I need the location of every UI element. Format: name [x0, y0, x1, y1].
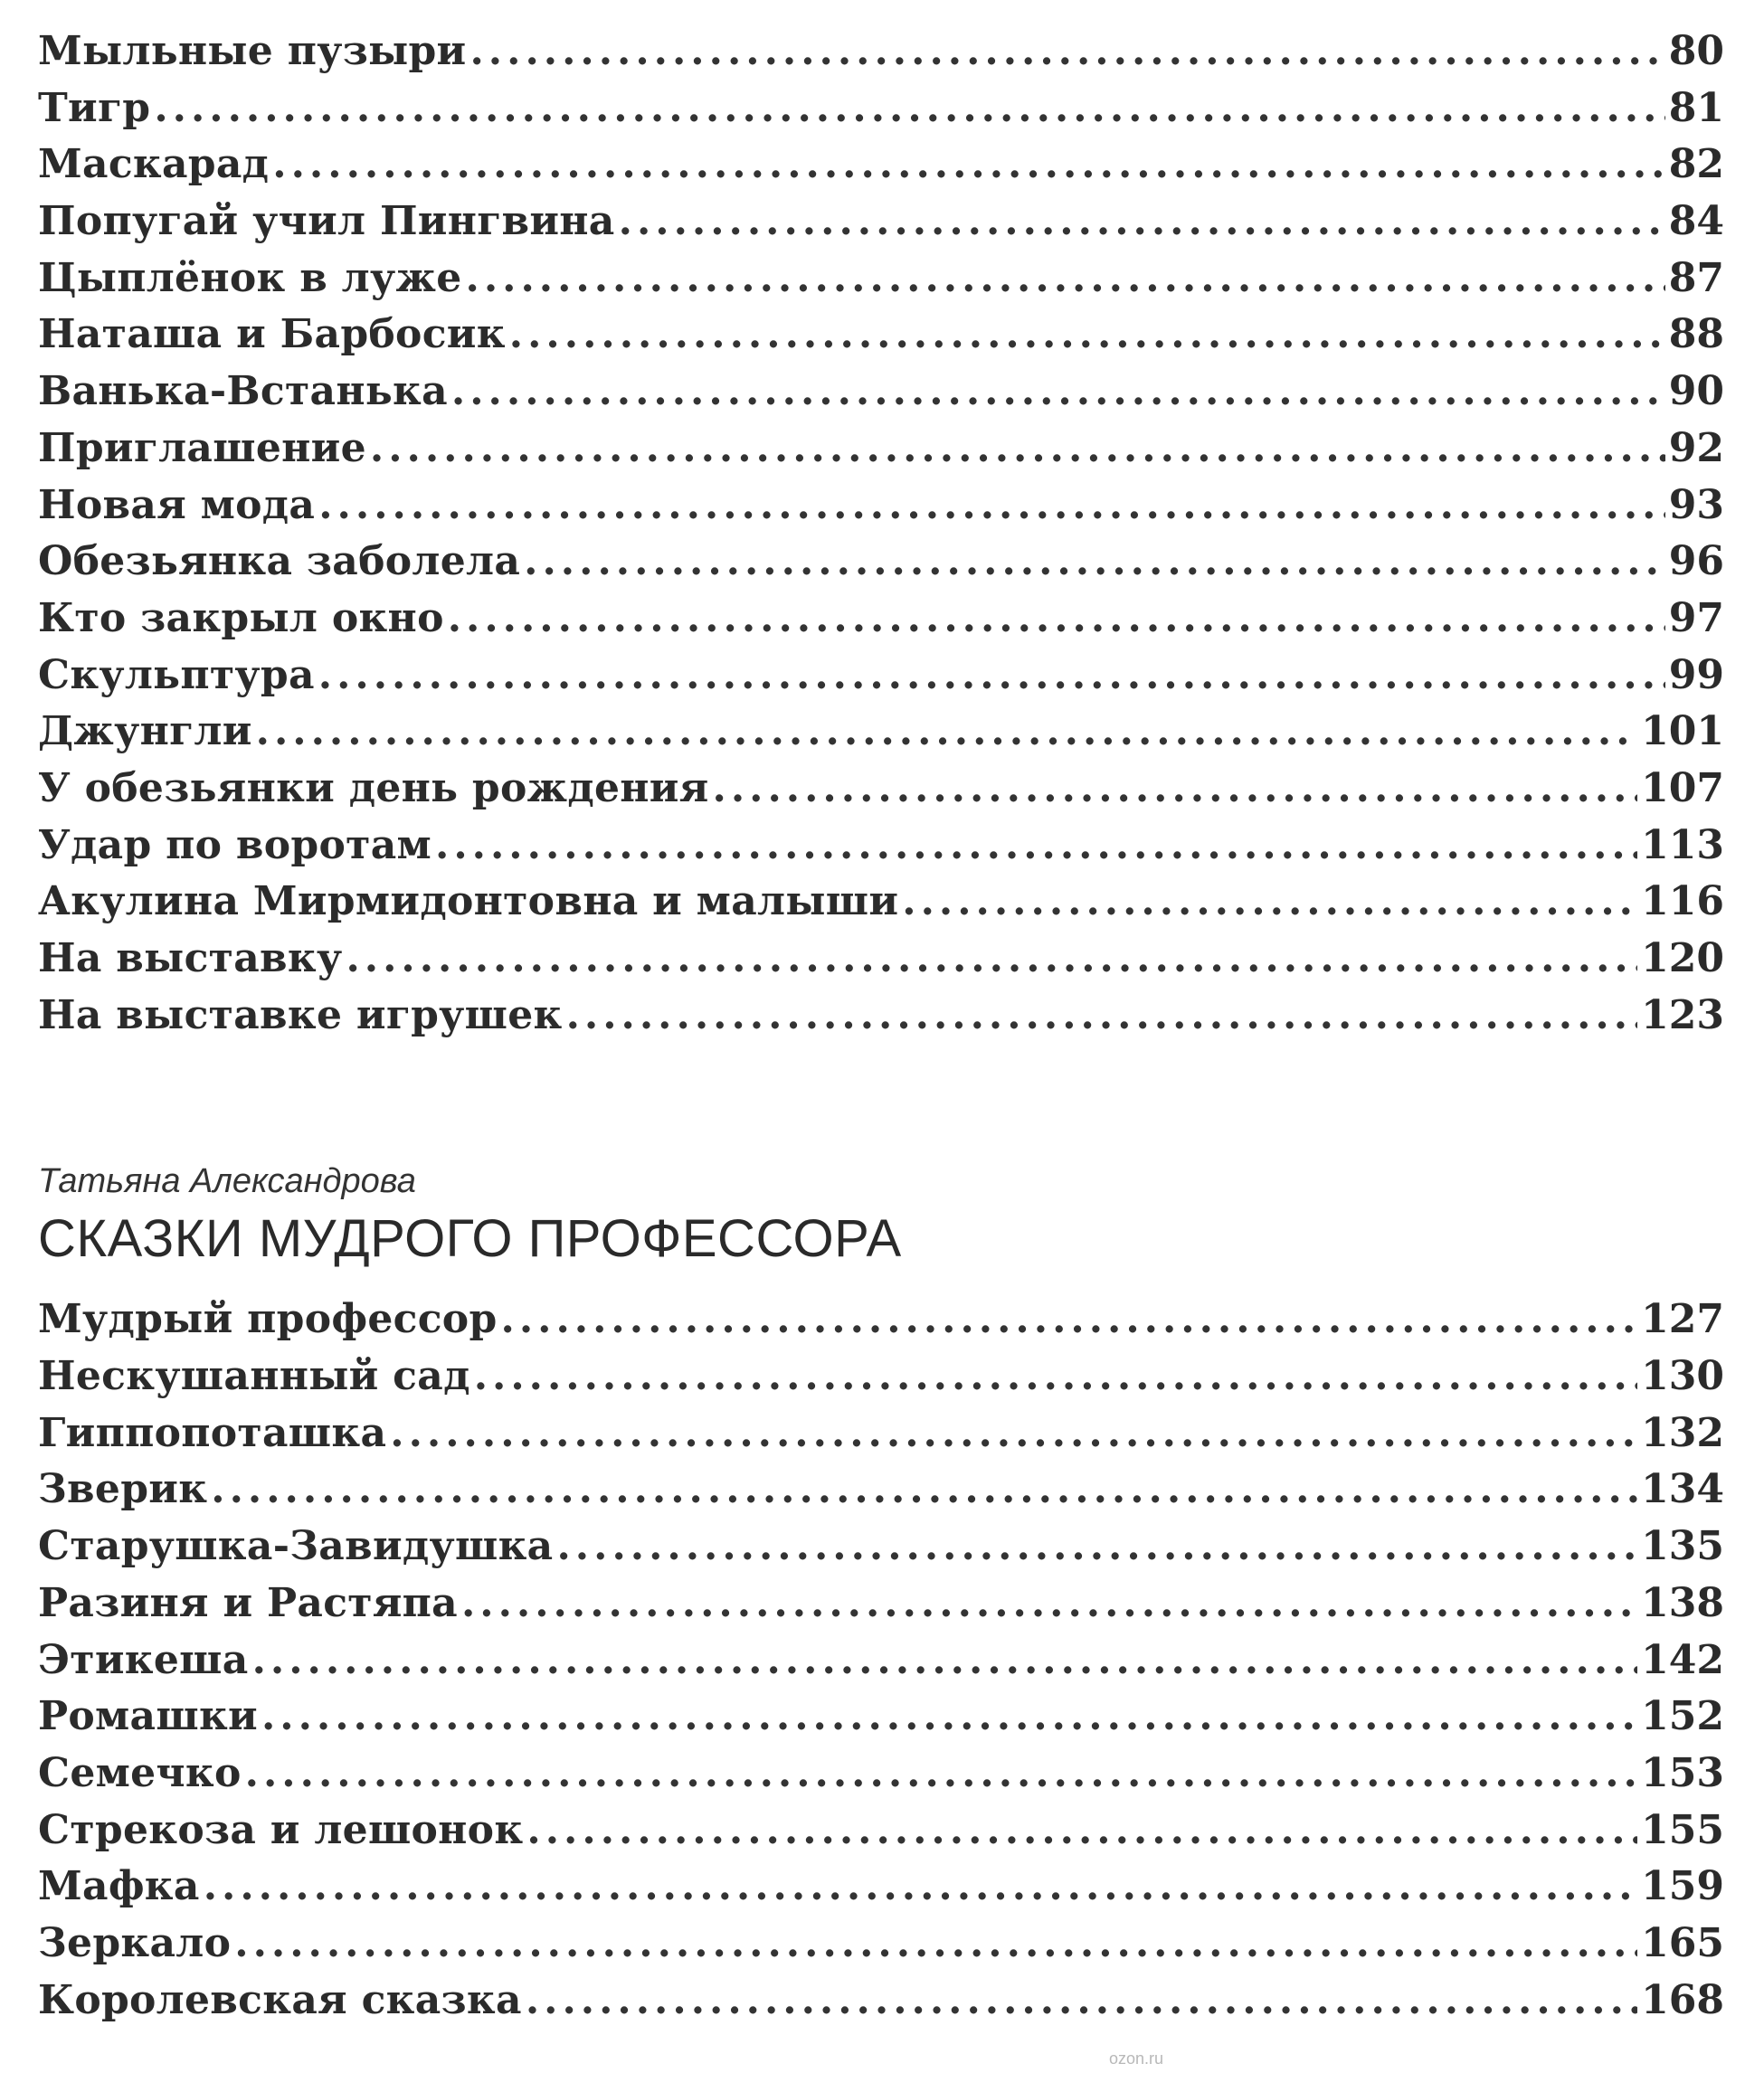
dot-leader [469, 24, 1664, 80]
toc-entry [38, 1633, 1724, 1690]
dot-leader [461, 1576, 1637, 1632]
toc-entry-title: Нескушанный сад [38, 1353, 470, 1400]
toc-entry-page-number: 132 [1641, 1409, 1724, 1456]
dot-leader [252, 1633, 1638, 1689]
toc-entry-page-number: 130 [1641, 1353, 1724, 1400]
toc-entry [38, 1462, 1724, 1519]
toc-entry [38, 1916, 1724, 1973]
toc-entry-title: Ромашки [38, 1693, 258, 1740]
toc-entry [38, 1803, 1724, 1860]
dot-leader [474, 1349, 1637, 1405]
toc-entry-page-number: 101 [1641, 708, 1724, 755]
dot-leader [526, 1973, 1637, 2029]
dot-leader [501, 1292, 1638, 1348]
dot-leader [466, 251, 1665, 307]
toc-entry-page-number: 120 [1641, 935, 1724, 981]
toc-entry-page-number: 93 [1668, 481, 1724, 528]
toc-entry [38, 1746, 1724, 1803]
toc-entry-title: Джунгли [38, 708, 252, 755]
toc-entry-page-number: 107 [1641, 764, 1724, 811]
toc-entry-page-number: 159 [1641, 1863, 1724, 1910]
toc-entry [38, 137, 1724, 194]
toc-entry-title: Разиня и Растяпа [38, 1579, 458, 1626]
dot-leader [902, 874, 1637, 930]
dot-leader [448, 591, 1665, 647]
toc-entry-title: Приглашение [38, 424, 366, 471]
toc-entry [38, 1689, 1724, 1746]
toc-entry [38, 1349, 1724, 1406]
toc-entry-title: Акулина Мирмидонтовна и малыши [38, 878, 899, 925]
toc-entry [38, 1859, 1724, 1916]
toc-entry-title: Обезьянка заболела [38, 538, 521, 585]
toc-entry-page-number: 135 [1641, 1523, 1724, 1570]
dot-leader [451, 364, 1665, 420]
toc-entry [38, 478, 1724, 535]
toc-entry-page-number: 92 [1668, 424, 1724, 471]
toc-entry-title: Тигр [38, 84, 151, 131]
dot-leader [256, 704, 1637, 760]
table-of-contents-page [38, 24, 1724, 2029]
section-title: СКАЗКИ МУДРОГО ПРОФЕССОРА [38, 1209, 902, 1269]
toc-entry-title: Кто закрыл окно [38, 594, 444, 641]
toc-entry-title: Семечко [38, 1749, 242, 1796]
toc-entry [38, 818, 1724, 875]
toc-entry-title: Мыльные пузыри [38, 28, 467, 74]
dot-leader [261, 1689, 1637, 1745]
toc-entry [38, 1406, 1724, 1462]
dot-leader [619, 194, 1665, 250]
toc-entry-title: Новая мода [38, 481, 316, 528]
dot-leader [526, 1803, 1637, 1859]
toc-entry-page-number: 155 [1641, 1806, 1724, 1853]
toc-entry [38, 251, 1724, 308]
toc-entry [38, 1576, 1724, 1633]
toc-entry [38, 307, 1724, 364]
dot-leader [370, 421, 1665, 477]
toc-entry [38, 421, 1724, 478]
toc-entry-page-number: 168 [1641, 1976, 1724, 2023]
dot-leader [390, 1406, 1637, 1462]
toc-entry [38, 534, 1724, 591]
dot-leader [509, 307, 1665, 363]
toc-entry [38, 1292, 1724, 1349]
toc-entry-page-number: 80 [1668, 28, 1724, 74]
watermark: ozon.ru [1109, 2049, 1164, 2068]
toc-entry-page-number: 99 [1668, 651, 1724, 698]
toc-entry-page-number: 142 [1641, 1636, 1724, 1683]
dot-leader [566, 988, 1638, 1044]
toc-entry-title: Маскарад [38, 141, 270, 188]
dot-leader [318, 648, 1665, 704]
toc-entry-title: Удар по воротам [38, 821, 432, 868]
toc-entry-title: Стрекоза и лешонок [38, 1806, 524, 1853]
dot-leader [556, 1519, 1637, 1575]
toc-entry-page-number: 97 [1668, 594, 1724, 641]
toc-entry-title: Этикеша [38, 1636, 249, 1683]
toc-entry-title: На выставку [38, 935, 343, 981]
toc-entry-page-number: 116 [1641, 878, 1724, 925]
toc-entry-title: Мафка [38, 1863, 200, 1910]
toc-entry [38, 364, 1724, 421]
toc-entry-page-number: 138 [1641, 1579, 1724, 1626]
toc-entry [38, 931, 1724, 988]
toc-entry-page-number: 82 [1668, 141, 1724, 188]
toc-entry-page-number: 123 [1641, 991, 1724, 1038]
toc-entry-title: На выставке игрушек [38, 991, 563, 1038]
toc-entry-page-number: 127 [1641, 1296, 1724, 1343]
toc-entry [38, 194, 1724, 251]
toc-entry-title: Гиппопоташка [38, 1409, 387, 1456]
toc-entry [38, 648, 1724, 705]
toc-entry-page-number: 134 [1641, 1466, 1724, 1513]
toc-entry [38, 591, 1724, 648]
toc-entry-page-number: 84 [1668, 198, 1724, 245]
dot-leader [713, 761, 1638, 817]
toc-entry [38, 24, 1724, 80]
toc-entry-title: Наташа и Барбосик [38, 311, 506, 358]
toc-entry-title: Королевская сказка [38, 1976, 522, 2023]
toc-entry-page-number: 87 [1668, 254, 1724, 301]
dot-leader [211, 1462, 1637, 1518]
toc-entry-title: У обезьянки день рождения [38, 764, 709, 811]
toc-entry-title: Зверик [38, 1466, 208, 1513]
toc-entry-title: Мудрый профессор [38, 1296, 498, 1343]
toc-entry [38, 1519, 1724, 1576]
toc-entry-page-number: 165 [1641, 1919, 1724, 1966]
dot-leader [435, 818, 1637, 874]
toc-list-bottom [38, 1292, 1724, 2029]
dot-leader [245, 1746, 1637, 1802]
dot-leader [272, 137, 1664, 193]
toc-entry-page-number: 81 [1668, 84, 1724, 131]
toc-entry-title: Ванька-Встанька [38, 368, 448, 415]
toc-entry-title: Скульптура [38, 651, 315, 698]
toc-entry [38, 1973, 1724, 2030]
toc-entry [38, 80, 1724, 137]
toc-entry [38, 988, 1724, 1045]
dot-leader [234, 1916, 1637, 1972]
dot-leader [154, 80, 1664, 137]
dot-leader [346, 931, 1637, 987]
toc-list-top [38, 24, 1724, 1044]
toc-entry [38, 704, 1724, 761]
toc-entry-title: Цыплёнок в луже [38, 254, 462, 301]
toc-entry-page-number: 152 [1641, 1693, 1724, 1740]
toc-entry-page-number: 96 [1668, 538, 1724, 585]
dot-leader [318, 478, 1665, 534]
toc-entry [38, 874, 1724, 931]
section-author: Татьяна Александрова [38, 1162, 416, 1201]
section-header [38, 1160, 1724, 1272]
toc-entry-title: Старушка-Завидушка [38, 1523, 554, 1570]
toc-entry-page-number: 90 [1668, 368, 1724, 415]
toc-entry-title: Попугай учил Пингвина [38, 198, 615, 245]
toc-entry [38, 761, 1724, 818]
toc-entry-page-number: 153 [1641, 1749, 1724, 1796]
dot-leader [204, 1859, 1637, 1915]
toc-entry-page-number: 113 [1641, 821, 1724, 868]
toc-entry-page-number: 88 [1668, 311, 1724, 358]
dot-leader [524, 534, 1665, 590]
toc-entry-title: Зеркало [38, 1919, 232, 1966]
